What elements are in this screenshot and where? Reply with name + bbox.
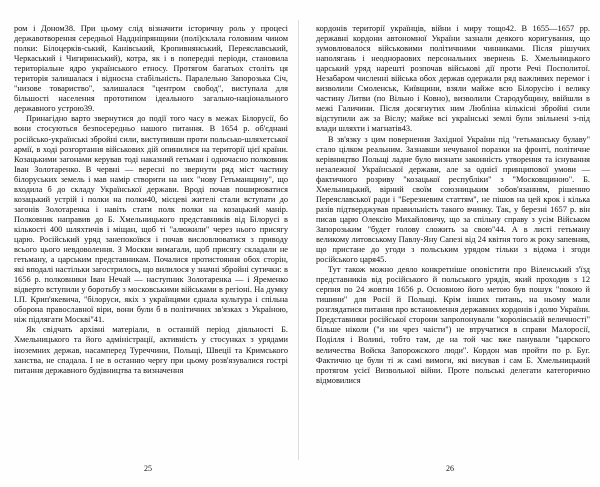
left-paragraph-3: Як свідчать архівні матеріали, в останній період діяльності Б. Хмельницького та його адміністрації, активність у стосунках з урядами іноземних держав, насамперед Туреччини, Польщі, Швеції та Кримського ханства, не спадала. І не в останню чергу при цьому розв'язувалися гострі питання державного будівництва та визначення bbox=[14, 325, 288, 375]
right-page bbox=[304, 0, 596, 487]
right-page-text-column bbox=[316, 24, 590, 452]
right-paragraph-3: Тут також можно деяло конкретніше оповістити про Віленський з'їзд представників від російського й польського урядів, який проходив з 12 серпня по 24 жовтня 1656 р. Основною його метою був пошук "покою й тишини" для Росії й Польщі. Крім інших питань, на ньому мали розглядатися питання про встановлення державних кордонів і долю України. Представники російської сторони запропонували "королівській величності" більше ніколи ("и ни чрез чаісти") не втручатися в справи Малоросії, Поділля і Волині, тобто там, де на той час вже панували "царского величества Войска Запорожского люди". Кордон мав пройти по р. Буг. Фактично це були ті ж самі вимоги, які висував і сам Б. Хмельницький протягом усієї Визвольної війни. Проте польські делегати категорично відмовилися bbox=[316, 265, 590, 385]
left-page-text-column bbox=[14, 24, 288, 452]
right-paragraph-2: В зв'язку з цим повернення Західної України під "гетьманську булаву" стало цілком реальним. Зазнавши нечуваної поразки на фронті, політичне керівництво Польщі ладне було визнати законність утворення та існування незалежної Української держави, але за однієї принципової умови — фактичного розриву "козацької республіки" з "Московщиною". Б. Хмельницький, вірний своїм союзницьким зобов'язанням, рішенню Переяславської ради і "Березневим статтям", не пішов на цей крок і кілька разів підтверджував правильність такого вчинку. Так, у березні 1657 р. він писав царю Олексію Михайловичу, що за спільну справу з усім Військом Запорозьким "будет голову сложить за свою"44. А в листі гетьману великому литовському Павлу-Яну Сапезі від 24 квітня того ж року запевняв, що пристане до угоди з польським урядом тільки з відома і згоди російського царя45. bbox=[316, 134, 590, 265]
left-paragraph-1: ром і Доном38. При цьому слід візначити історичну роль у процесі державотворення середньої Наддніпрянщини (полі)склала головним чином полки: Білоцерків-ський, Канівський, Кропивнянський, Переяславський, Черкаський і Чигиринський), котра, як і в попередні періоди, становила територіальне ядро українського етносу. Протягом багатьох століть ця територія залишалася і відносна стабільність. Паралельно Запорозька Січ, "низове товариство", залишалася "центром свобод", виступала для більшості населення прототипом ідеального загально-національного державного устрою39. bbox=[14, 24, 288, 114]
left-paragraph-2: Принагідно варто звернутися до події того часу в межах Білорусії, бо вони стосуються безпосередньо нашого питання. В 1654 р. об'єднані російсько-українські збройні сили, виступивши проти польсько-шляхетської армії, в ході розгортання військових дій опинилися на території цієї країни. Козацькими загонами керував тоді наказний гетьман і одночасно полковник Іван Золотаренко. В червні — вересні по звернути ряд міст частину білоруських земель і мав намір створити на них "нову Гетьманщину", що входила б до складу Української держави. Вроді почав поширюватися козацький устрій і полки на полки40, місцеві жителі стали вступати до загонів Золотаренка і навіть стати полк полки на козацький манір. Полковник направив до Б. Хмельницького представників від Білорусі в кількості 400 шляхтичів і міщан, щоб ті "алюжили" через нього присягу царю. Російський уряд занепокоївся і почав висловлюватися з приводу всього цього невдоволення. З Москви вимагали, щоб присягу складали не гетьману, а царським представникам. Почалися протистояння обох сторін, які вподалі настільки загострилось, що вилилося у значні збройні сутички: в 1656 р. полковники Іван Нечай — наступник Золотаренка — і Яременко відверто вступили у боротьбу з московськими військами в регіоні. На думку І.П. Крип'якевича, "білоруси, якіх з українцями єднала культура і спільна оборона православної віри, вони були б в політичних зв'язках з Україною, ніж підлягати Москві"41. bbox=[14, 114, 288, 325]
left-page-number: 25 bbox=[144, 464, 152, 473]
right-paragraph-1: кордонів території українців, війни і миру тощо42. В 1655—1657 рр. державні кордони автономної України зазнали деякого коригування, що зумовлювалося військовими політичними чинниками. Після рішучих наполягань і неоднораових персональних звернень Б. Хмельницького царський уряд нарешті розпочав військові дії проти Речі Посполитої. Незабаром численні війська обох держав одержали ряд важливих перемог і визволили Смоленськ, Київщини, взяли майже всю Білорусію і велику частину Литви (по Вільно і Ковно), визволили Стародубщину, ввійшли в межі Галичини. Після досягнутих ним Люблінa кількісні збройні сили відступили аж за Віслу; майже всі українські землі були звільнені з-під влади шляхти і магнатів43. bbox=[316, 24, 590, 134]
right-page-number: 26 bbox=[446, 464, 454, 473]
left-page bbox=[2, 0, 294, 487]
page-gutter bbox=[298, 20, 299, 460]
